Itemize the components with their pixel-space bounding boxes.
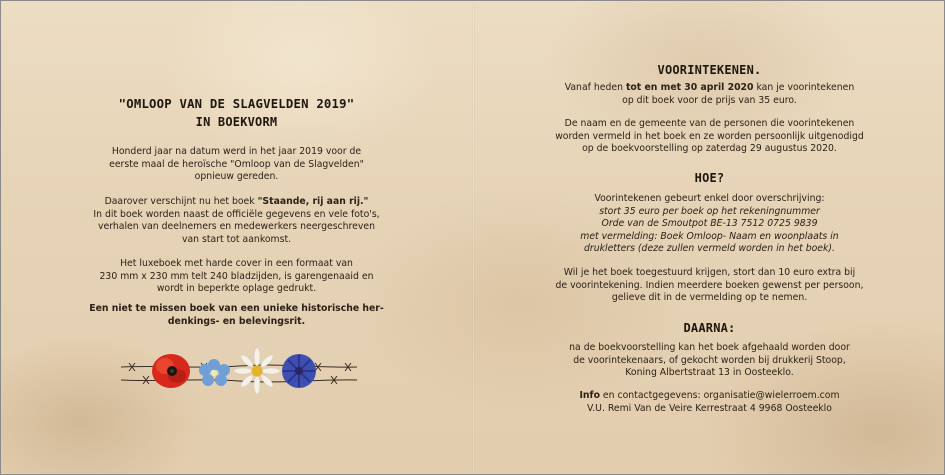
format-line: Het luxeboek met harde cover in een formaat van — [120, 258, 353, 269]
publisher-address: V.U. Remi Van de Veire Kerrestraat 4 9968 Oosteeklo — [587, 402, 832, 414]
payment-account: Orde van de Smoutpot BE-13 7512 0725 9839 — [601, 218, 818, 230]
left-page — [1, 1, 472, 474]
subscription-line: op dit boek voor de prijs van 35 euro. — [622, 94, 797, 106]
poppy-flower-icon — [152, 354, 190, 388]
payment-instruction: stort 35 euro per boek op het rekeningnummer — [599, 205, 820, 217]
contact-email[interactable]: en contactgegevens: organisatie@wielerroem.com — [599, 390, 840, 401]
book-line: In dit boek worden naast de officiële gegevens en vele foto's, — [93, 208, 380, 220]
shipping-line: Wil je het boek toegestuurd krijgen, stort dan 10 euro extra bij — [563, 267, 856, 278]
book-line: van start tot aankomst. — [181, 233, 292, 245]
shipping-paragraph — [475, 267, 944, 305]
heading-daarna: DAARNA: — [683, 321, 736, 335]
subscription-lead: Vanaf heden — [564, 82, 626, 93]
book-subtitle: IN BOEKVORM — [195, 115, 278, 129]
book-line: verhalen van deelnemers en medewerkers neergeschreven — [97, 221, 375, 233]
shipping-line: gelieve dit in de vermelding op te nemen. — [611, 292, 808, 304]
closing-line: denkings- en belevingsrit. — [167, 315, 306, 327]
intro-line: opnieuw gereden. — [194, 171, 279, 183]
subscription-line — [475, 82, 944, 95]
forget-me-not-icon — [199, 359, 230, 386]
intro-paragraph — [1, 146, 472, 184]
mention-line: op de boekvoorstelling op zaterdag 29 augustus 2020. — [582, 143, 837, 155]
contact-line — [475, 390, 944, 403]
subscription-deadline: tot en met 30 april 2020 — [625, 82, 754, 93]
subscription-trail: kan je voorintekenen — [753, 82, 855, 93]
contact-paragraph — [475, 390, 944, 415]
book-name: "Staande, rij aan rij." — [257, 196, 369, 207]
payment-intro: Voorintekenen gebeurt enkel door overschrijving: — [594, 193, 825, 204]
heading-hoe: HOE? — [694, 171, 725, 185]
closing-paragraph — [1, 303, 472, 328]
book-paragraph — [1, 196, 472, 246]
book-line — [1, 196, 472, 209]
payment-instruction: drukletters (deze zullen vermeld worden in het boek). — [583, 243, 835, 255]
shipping-line: de voorintekening. Indien meerdere boeken gewenst per persoon, — [555, 279, 864, 291]
format-line: wordt in beperkte oplage gedrukt. — [156, 283, 317, 295]
payment-instruction: met vermelding: Boek Omloop- Naam en woonplaats in — [580, 230, 839, 242]
pickup-line: de voorintekenaars, of gekocht worden bij drukkerij Stoop, — [573, 354, 846, 366]
pickup-line: na de boekvoorstelling kan het boek afgehaald worden door — [569, 342, 850, 353]
format-line: 230 mm x 230 mm telt 240 bladzijden, is garengenaaid en — [99, 270, 374, 282]
book-lead-text: Daarover verschijnt nu het boek — [104, 196, 258, 207]
format-paragraph — [1, 258, 472, 296]
closing-line: Een niet te missen boek van een unieke historische her- — [89, 303, 384, 314]
right-page — [475, 1, 944, 474]
book-title: "OMLOOP VAN DE SLAGVELDEN 2019" — [118, 97, 355, 111]
pickup-line: Koning Albertstraat 13 in Oosteeklo. — [625, 367, 794, 379]
subscription-paragraph — [475, 82, 944, 107]
info-label: Info — [579, 390, 600, 401]
intro-line: Honderd jaar na datum werd in het jaar 2019 voor de — [111, 146, 362, 157]
barbed-wire-flowers-illustration — [119, 347, 359, 395]
daisy-icon — [234, 348, 280, 394]
intro-line: eerste maal de heroïsche "Omloop van de Slagvelden" — [109, 158, 364, 170]
mention-line: worden vermeld in het boek en ze worden persoonlijk uitgenodigd — [555, 130, 864, 142]
payment-paragraph — [475, 193, 944, 256]
pickup-paragraph — [475, 342, 944, 380]
mention-paragraph — [475, 118, 944, 156]
mention-line: De naam en de gemeente van de personen die voorintekenen — [564, 118, 855, 129]
heading-voorintekenen: VOORINTEKENEN. — [657, 63, 762, 77]
cornflower-icon — [282, 354, 316, 388]
